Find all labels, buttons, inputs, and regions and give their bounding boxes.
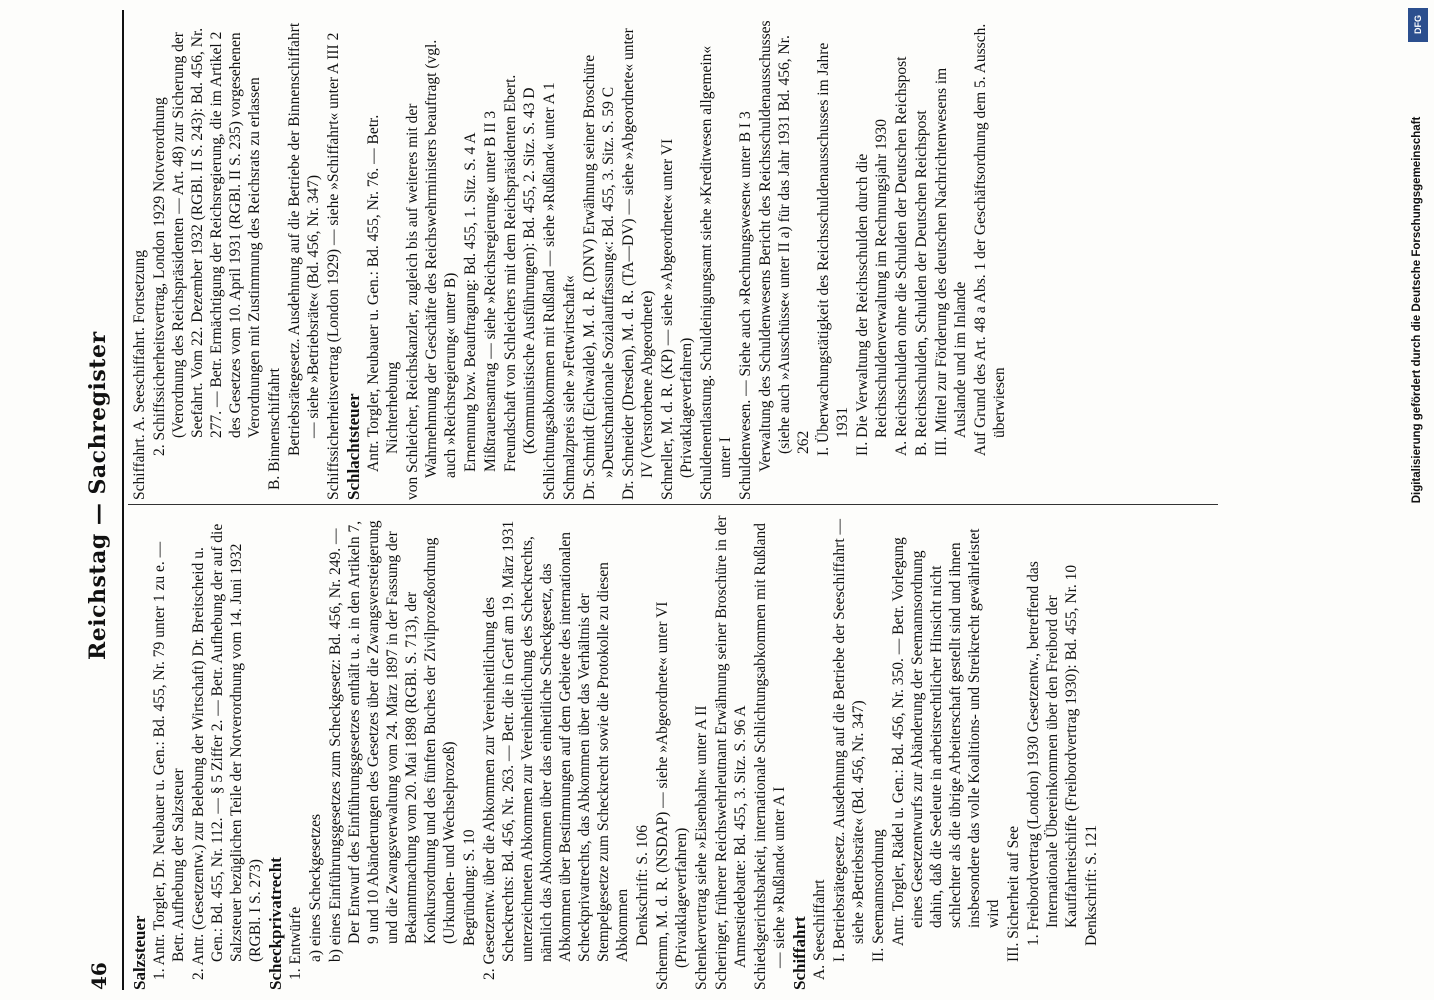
index-entry: Schiffssicherheitsvertrag (London 1929) — siehe »Schiffahrt« unter A III 2 [325, 32, 342, 500]
index-entry: 2. Antr. (Gesetzentw.) zur Belebung der Wirtschaft) Dr. Breitscheid u. Gen.: Bd. 455, Nr. 112. — § 5 Ziffer 2. — Betr. Aufhebung der auf die Salzsteuer bezüglichen Teile der Notverordnung vom 14. Juni 1932 (RGBl. I S. 273) [190, 523, 264, 980]
index-entry: von Schleicher, Reichskanzler, zugleich bis auf weiteres mit der Wahrnehmung der Geschäfte des Reichswehrministers beauftragt (vgl. auch »Reichsregierung« unter B) [404, 39, 459, 500]
running-title: Reichstag — Sachregister [85, 331, 111, 660]
index-heading: Scheckprivatrecht [266, 857, 285, 990]
index-entry: Schemm, M. d. R. (NSDAP) — siehe »Abgeordnete« unter VI (Privatklageverfahren) [654, 601, 690, 990]
index-entry: III. Sicherheit auf See [1005, 826, 1022, 962]
index-entry: Auf Grund des Art. 48 a Abs. 1 der Geschäftsordnung dem 5. Aussch. überwiesen [972, 23, 1008, 456]
index-entry: b) eines Einführungsgesetzes zum Scheckgesetz: Bd. 456, Nr. 249. — Der Entwurf des Einführungsgesetzes enthält u. a. in den Artikeln 7, 9 und 10 Abänderungen des Gesetzes über die Zwangsversteigerung und die Zwangsverwaltung vom 24. März 1897 in der Fassung der Bekanntmachung vom 20. Mai 1898 (RGBl. S. 713), der Konkursordnung und des fünften Buches der Zivilprozeßordnung (Urkunden- und Wechselprozeß) [327, 520, 458, 962]
index-entry: A. Reichsschulden ohne die Schulden der Deutschen Reichspost [893, 56, 910, 456]
index-entry: Betriebsrätegesetz. Ausdehnung auf die Betriebe der Binnenschiffahrt — siehe »Betriebsräte« (Bd. 456, Nr. 347) [286, 22, 322, 456]
index-entry: A. Seeschiffahrt [811, 879, 828, 980]
index-entry: 1. Freibordvertrag (London) 1930 Gesetzentw., betreffend das Internationale Übereinkommen über den Freibord der Kauffahrteischiffe (Freibordvertrag 1930): Bd. 455, Nr. 10 [1025, 561, 1080, 946]
index-entry: Denkschrift: S. 106 [634, 825, 651, 946]
index-entry: III. Mittel zur Förderung des deutschen Nachrichtenwesens im Auslande und im Inlande [933, 67, 969, 456]
index-entry: Dr. Schneider (Dresden), M. d. R. (TA—DV) — siehe »Abgeordnete« unter IV (Verstorbene Abgeordnete) [620, 28, 656, 500]
left-column [130, 510, 1220, 990]
index-entry: Schuldenwesen. — Siehe auch »Rechnungswesen« unter B I 3 [737, 111, 754, 500]
index-entry: 1. Entwürfe [287, 906, 304, 980]
index-entry: Verwaltung des Schuldenwesens Bericht des Reichsschuldenausschusses (siehe auch »Ausschüsse« unter II a) für das Jahr 1931 Bd. 456, Nr. 262 [757, 20, 812, 472]
dfg-logo: DFG [1408, 8, 1428, 42]
column-divider [128, 504, 1218, 505]
index-entry: Mißtrauensantrag — siehe »Reichsregierung« unter B II 3 [482, 110, 499, 472]
index-entry: 2. Schiffssicherheitsvertrag, London 1929 Notverordnung (Verordnung des Reichspräsidenten — Art. 48) zur Sicherung der Seefahrt. Vom 22. Dezember 1932 (RGBl. II S. 243): Bd. 456, Nr. 277. — Betr. Ermächtigung der Reichsregierung, die im Artikel 2 des Gesetzes vom 10. April 1931 (RGBl. II S. 235) vorgesehenen Verordnungen mit Zustimmung des Reichsrats zu erlassen [151, 27, 263, 456]
index-entry: Dr. Schmidt (Eichwalde), M. d. R. (DNV) Erwähnung seiner Broschüre »Deutschnationale Sozialauffassung«: Bd. 455, 3. Sitz. S. 59 C [581, 54, 617, 500]
right-column [130, 20, 1220, 500]
digitization-sidebar [1404, 0, 1430, 1000]
page-header [85, 0, 125, 1000]
index-entry: I. Betriebsrätegesetz. Ausdehnung auf die Betriebe der Seeschiffahrt — siehe »Betriebsräte« (Bd. 456, Nr. 347) [831, 518, 867, 962]
index-entry: Antr. Torgler, Neubauer u. Gen.: Bd. 455, Nr. 76. — Betr. Nichterhebung [365, 114, 401, 472]
index-entry: II. Seemannsordnung [870, 829, 887, 962]
index-entry: Schiedsgerichtsbarkeit, internationale Schlichtungsabkommen mit Rußland — siehe »Rußland« unter A I [752, 522, 788, 990]
index-entry: Scheringer, früherer Reichswehrleutnant Erwähnung seiner Broschüre in der Amnestiedebatte: Bd. 455, 3. Sitz. S. 96 A [713, 515, 749, 990]
index-entry: B. Binnenschiffahrt [266, 368, 283, 490]
index-entry: Schmalzpreis siehe »Fettwirtschaft« [561, 275, 578, 500]
index-heading: Schiffahrt [790, 916, 809, 990]
index-entry: II. Die Verwaltung der Reichsschulden durch die Reichsschuldenverwaltung im Rechnungsjahr 1930 [854, 119, 890, 456]
index-entry: Schiffahrt. A. Seeschiffahrt. Fortsetzung [131, 250, 148, 500]
funding-credit: Digitalisierung gefördert durch die Deutsche Forschungsgemeinschaft [1411, 116, 1423, 504]
index-entry: a) eines Scheckgesetzes [307, 813, 324, 962]
index-entry: B. Reichsschulden, Schulden der Deutschen Reichspost [913, 110, 930, 456]
index-entry: 2. Gesetzentw. über die Abkommen zur Vereinheitlichung des Scheckrechts: Bd. 456, Nr. 263. — Betr. die in Genf am 19. März 1931 unterzeichneten Abkommen zur Vereinheitlichung des Scheckrechts, nämlich das Abkommen über das einheitliche Scheckgesetz, das Abkommen über Bestimmungen auf dem Gebiete des internationalen Scheckprivatrechts, das Abkommen über das Verhältnis der Stempelgesetze zum Scheckrecht sowie die Protokolle zu diesen Abkommen [481, 520, 631, 980]
index-entry: Schlichtungsabkommen mit Rußland — siehe »Rußland« unter A 1 [541, 82, 558, 500]
index-entry: Schneller, M. d. R. (KP) — siehe »Abgeordnete« unter VI (Privatklageverfahren) [659, 138, 695, 500]
index-heading: Salzsteuer [130, 915, 149, 990]
index-entry: Schenkervertrag siehe »Eisenbahn« unter A II [693, 705, 710, 990]
index-entry: Antr. Torgler, Rädel u. Gen.: Bd. 456, Nr. 350. — Betr. Vorlegung eines Gesetzentwurfs zur Abänderung der Seemannsordnung dahin, daß die Seeleute in arbeitsrechtlicher Hinsicht nicht schlechter als die übrige Arbeiterschaft gestellt sind und ihnen insbesondere das volle Koalitions- und Streikrecht gewährleistet wird [890, 528, 1002, 946]
index-entry: 1. Antr. Torgler, Dr. Neubauer u. Gen.: Bd. 455, Nr. 79 unter 1 zu e. — Betr. Aufhebung der Salzsteuer [151, 541, 187, 980]
index-entry: Freundschaft von Schleichers mit dem Reichspräsidenten Ebert. (Kommunistische Ausführungen): Bd. 455, 2. Sitz. S. 43 D [502, 74, 538, 472]
index-heading: Schlachtsteuer [344, 393, 363, 500]
index-entry: Begründung: S. 10 [461, 829, 478, 946]
index-entry: Schuldenentlastung. Schuldeinigungsamt siehe »Kreditwesen allgemein« unter I [698, 45, 734, 500]
page-number: 46 [87, 962, 111, 990]
index-entry: Ernennung bzw. Beauftragung: Bd. 455, 1. Sitz. S. 4 A [462, 132, 479, 472]
index-entry: Denkschrift: S. 121 [1083, 825, 1100, 946]
index-entry: I. Überwachungstätigkeit des Reichsschuldenausschusses im Jahre 1931 [815, 42, 851, 456]
header-rule [122, 10, 124, 990]
